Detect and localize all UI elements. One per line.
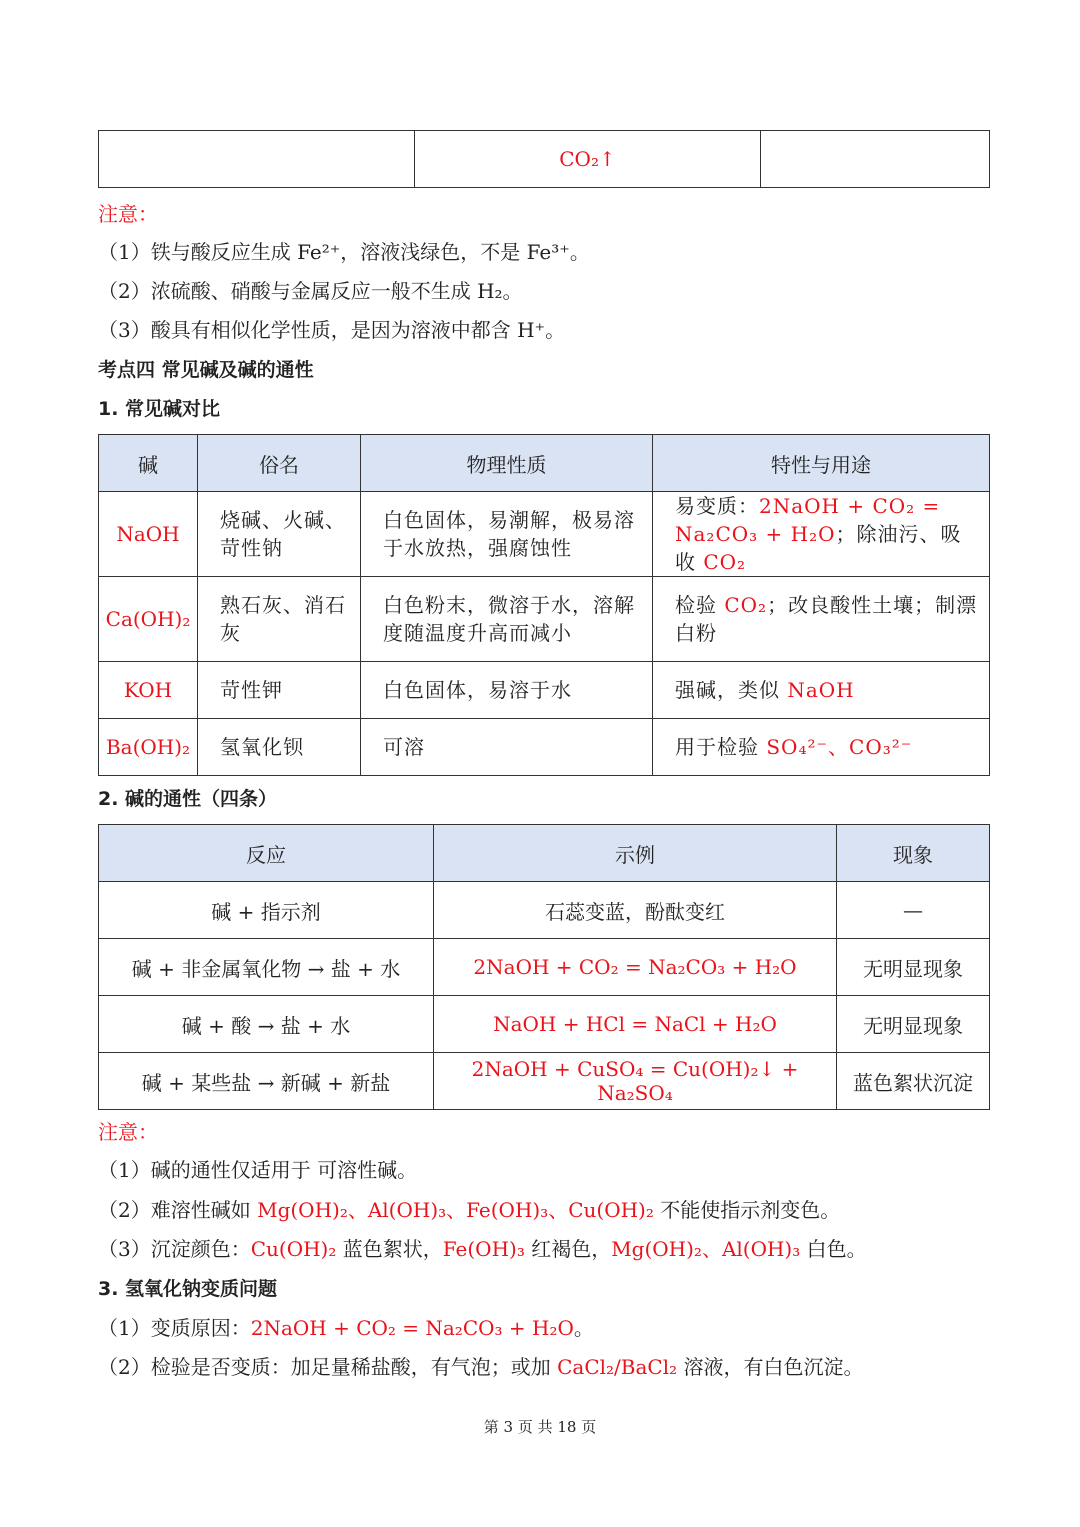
subsection-title: 2. 碱的通性（四条）	[98, 788, 278, 810]
section-title: 考点四 常见碱及碱的通性	[98, 359, 314, 381]
use-cell	[653, 662, 990, 719]
base-cell: KOH	[99, 662, 198, 719]
use-formula: SO₄²⁻、CO₃²⁻	[766, 735, 913, 759]
note-formula: Mg(OH)₂、Al(OH)₃、Fe(OH)₃、Cu(OH)₂	[257, 1198, 654, 1222]
col-header: 碱	[99, 435, 198, 492]
table-row	[99, 1053, 990, 1110]
note-text: （2）检验是否变质：加足量稀盐酸，有气泡；或加	[98, 1355, 558, 1379]
use-cell	[653, 719, 990, 776]
note-label: 注意：	[98, 202, 158, 226]
note-item	[98, 1235, 867, 1263]
subsection-title: 3. 氢氧化钠变质问题	[98, 1278, 278, 1300]
alias-cell: 烧碱、火碱、苛性钠	[198, 492, 361, 577]
note-item	[98, 1353, 863, 1381]
table-header-row	[99, 435, 990, 492]
note-text: 红褐色，	[524, 1237, 612, 1261]
base-cell: Ca(OH)₂	[99, 577, 198, 662]
note-item	[98, 1196, 840, 1224]
base-cell: Ba(OH)₂	[99, 719, 198, 776]
col-header: 俗名	[198, 435, 361, 492]
use-formula: CO₂	[703, 550, 747, 574]
base-properties-table	[98, 824, 990, 1110]
note-formula: Cu(OH)₂	[250, 1237, 337, 1261]
continued-table	[98, 130, 990, 188]
physical-cell: 白色固体，易潮解，极易溶于水放热，强腐蚀性	[361, 492, 653, 577]
note-item: （2）浓硫酸、硝酸与金属反应一般不生成 H₂。	[98, 279, 523, 303]
phenomenon-cell: 无明显现象	[837, 939, 990, 996]
note-text: 白色。	[800, 1237, 867, 1261]
alias-cell: 苛性钾	[198, 662, 361, 719]
table-row	[99, 882, 990, 939]
physical-cell: 白色固体，易溶于水	[361, 662, 653, 719]
physical-cell: 可溶	[361, 719, 653, 776]
base-comparison-table	[98, 434, 990, 776]
reaction-cell: 碱 + 酸 → 盐 + 水	[99, 996, 434, 1053]
use-text: ；除油污、吸收	[675, 522, 962, 574]
empty-cell	[99, 131, 415, 188]
phenomenon-cell: —	[837, 882, 990, 939]
note-item	[98, 1314, 594, 1342]
subsection-title: 1. 常见碱对比	[98, 398, 221, 420]
empty-cell	[761, 131, 990, 188]
physical-cell: 白色粉末，微溶于水，溶解度随温度升高而减小	[361, 577, 653, 662]
note-item: （1）铁与酸反应生成 Fe²⁺，溶液浅绿色，不是 Fe³⁺。	[98, 240, 590, 264]
example-cell: 2NaOH + CuSO₄ = Cu(OH)₂↓ + Na₂SO₄	[434, 1053, 837, 1110]
note-text: 不能使指示剂变色。	[653, 1198, 841, 1222]
use-text: 易变质：	[675, 494, 759, 518]
table-row	[99, 719, 990, 776]
reaction-cell: 碱 + 非金属氧化物 → 盐 + 水	[99, 939, 434, 996]
note-text: （3）沉淀颜色：	[98, 1237, 251, 1261]
table-header-row	[99, 825, 990, 882]
example-cell: 2NaOH + CO₂ = Na₂CO₃ + H₂O	[434, 939, 837, 996]
example-cell: 石蕊变蓝，酚酞变红	[434, 882, 837, 939]
note-text: 。	[573, 1316, 594, 1340]
note-text: 溶液，有白色沉淀。	[677, 1355, 864, 1379]
note-item: （1）碱的通性仅适用于 可溶性碱。	[98, 1158, 418, 1182]
col-header: 现象	[837, 825, 990, 882]
use-text: 用于检验	[675, 735, 767, 759]
use-cell	[653, 492, 990, 577]
use-cell	[653, 577, 990, 662]
note-formula: 2NaOH + CO₂ = Na₂CO₃ + H₂O	[250, 1316, 574, 1340]
note-text: （1）变质原因：	[98, 1316, 251, 1340]
use-text: 强碱，类似	[675, 678, 788, 702]
note-formula: Fe(OH)₃	[442, 1237, 525, 1261]
use-formula: 2NaOH + CO₂ = Na₂CO₃ + H₂O	[675, 494, 941, 546]
note-text: 蓝色絮状，	[336, 1237, 443, 1261]
note-formula: Mg(OH)₂、Al(OH)₃	[611, 1237, 801, 1261]
note-text: （2）难溶性碱如	[98, 1198, 258, 1222]
note-label: 注意：	[98, 1120, 158, 1144]
gas-cell: CO₂↑	[415, 131, 761, 188]
col-header: 示例	[434, 825, 837, 882]
table-row	[99, 996, 990, 1053]
use-text: ；改良酸性土壤；制漂白粉	[675, 593, 978, 645]
reaction-cell: 碱 + 某些盐 → 新碱 + 新盐	[99, 1053, 434, 1110]
table-row	[99, 939, 990, 996]
note-item: （3）酸具有相似化学性质，是因为溶液中都含 H⁺。	[98, 318, 566, 342]
use-text: 检验	[675, 593, 725, 617]
phenomenon-cell: 蓝色絮状沉淀	[837, 1053, 990, 1110]
col-header: 物理性质	[361, 435, 653, 492]
phenomenon-cell: 无明显现象	[837, 996, 990, 1053]
table-row	[99, 492, 990, 577]
alias-cell: 氢氧化钡	[198, 719, 361, 776]
reaction-cell: 碱 + 指示剂	[99, 882, 434, 939]
page-number: 第 3 页 共 18 页	[483, 1418, 597, 1436]
col-header: 特性与用途	[653, 435, 990, 492]
note-formula: CaCl₂/BaCl₂	[557, 1355, 678, 1379]
col-header: 反应	[99, 825, 434, 882]
base-cell: NaOH	[99, 492, 198, 577]
table-row	[99, 662, 990, 719]
alias-cell: 熟石灰、消石灰	[198, 577, 361, 662]
use-formula: NaOH	[787, 678, 855, 702]
table-row	[99, 577, 990, 662]
example-cell: NaOH + HCl = NaCl + H₂O	[434, 996, 837, 1053]
use-formula: CO₂	[724, 593, 768, 617]
